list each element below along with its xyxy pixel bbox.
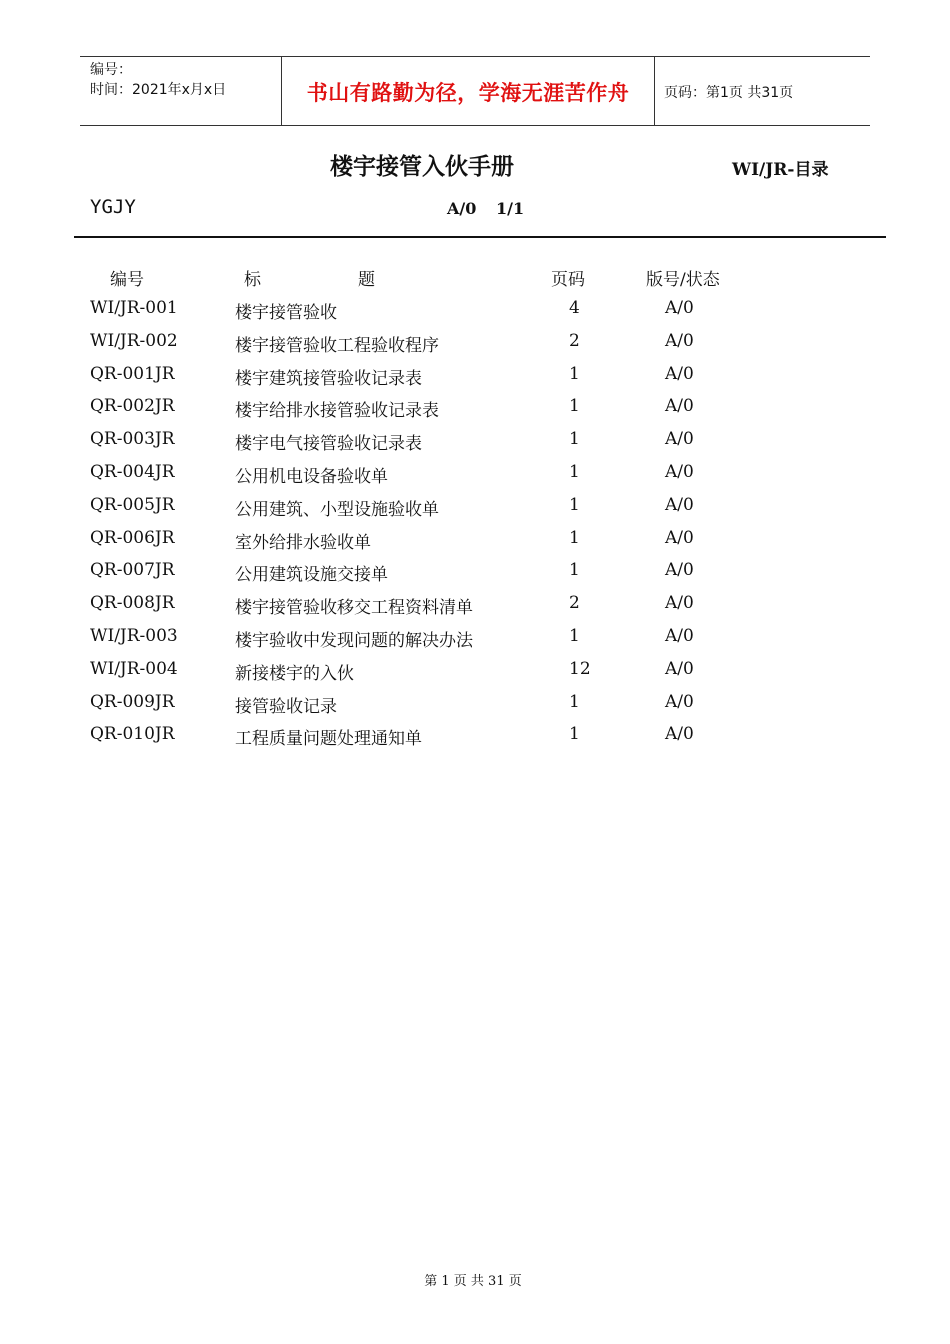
row-number: WI/JR-003 (90, 626, 178, 646)
table-row (0, 560, 950, 590)
row-version: A/0 (665, 462, 694, 482)
row-page: 1 (569, 724, 580, 745)
row-title: 楼宇接管验收工程验收程序 (235, 335, 439, 356)
row-version: A/0 (665, 626, 694, 646)
row-version: A/0 (665, 298, 694, 318)
footer-page-number: 第 1 页 共 31 页 (424, 1274, 522, 1289)
row-page: 1 (569, 626, 580, 646)
page-footer (0, 1270, 950, 1289)
row-number: WI/JR-002 (90, 330, 178, 351)
header-divider (654, 57, 655, 125)
row-page: 1 (569, 560, 580, 581)
row-version: A/0 (665, 691, 694, 712)
column-header-title-b: 题 (358, 270, 375, 290)
table-row (0, 298, 950, 328)
row-title: 公用建筑、小型设施验收单 (235, 499, 439, 520)
row-number: QR-007JR (90, 560, 175, 581)
row-page: 1 (569, 396, 580, 417)
row-page: 4 (569, 298, 580, 318)
row-version: A/0 (665, 724, 694, 745)
table-row (0, 364, 950, 394)
page-title: 楼宇接管入伙手册 (330, 153, 514, 180)
row-page: 12 (569, 658, 591, 679)
column-header-version: 版号/状态 (646, 270, 720, 290)
column-header-title-a: 标 (244, 270, 261, 290)
row-title: 室外给排水验收单 (235, 532, 371, 553)
row-page: 2 (569, 593, 580, 614)
row-title: 楼宇给排水接管验收记录表 (235, 401, 439, 422)
document-code: WI/JR-目录 (732, 160, 829, 180)
row-title: 公用机电设备验收单 (235, 467, 388, 487)
table-row (0, 396, 950, 426)
row-number: QR-003JR (90, 429, 175, 450)
revision-info: A/0 1/1 (447, 199, 525, 218)
row-title: 公用建筑设施交接单 (235, 565, 388, 586)
table-row (0, 626, 950, 656)
row-version: A/0 (665, 560, 694, 581)
row-version: A/0 (665, 494, 694, 515)
row-number: QR-010JR (90, 724, 175, 745)
row-title: 楼宇接管验收 (235, 303, 337, 323)
row-number: QR-006JR (90, 527, 175, 548)
row-version: A/0 (665, 396, 694, 417)
row-title: 接管验收记录 (235, 696, 337, 717)
row-page: 1 (569, 691, 580, 712)
row-version: A/0 (665, 363, 694, 384)
table-row (0, 462, 950, 492)
document-header (80, 56, 870, 126)
row-number: QR-004JR (90, 462, 175, 482)
row-number: QR-001JR (90, 363, 175, 384)
row-version: A/0 (665, 593, 694, 614)
row-number: QR-002JR (90, 396, 175, 417)
date-label: 时间：2021年x月x日 (90, 82, 227, 98)
row-number: WI/JR-001 (90, 298, 178, 318)
row-version: A/0 (665, 658, 694, 679)
number-label: 编号： (90, 62, 132, 78)
table-row (0, 692, 950, 722)
table-header (0, 265, 950, 295)
table-row (0, 593, 950, 623)
table-row (0, 331, 950, 361)
row-title: 楼宇接管验收移交工程资料清单 (235, 598, 473, 619)
row-page: 1 (569, 429, 580, 450)
row-title: 新接楼宇的入伙 (235, 663, 354, 684)
table-row (0, 659, 950, 689)
header-meta (90, 60, 280, 100)
header-page-info: 页码：第1页 共31页 (664, 85, 794, 101)
row-page: 1 (569, 363, 580, 384)
table-row (0, 429, 950, 459)
row-title: 楼宇验收中发现问题的解决办法 (235, 631, 473, 651)
table-row (0, 495, 950, 525)
row-page: 2 (569, 330, 580, 351)
row-page: 1 (569, 462, 580, 482)
row-version: A/0 (665, 429, 694, 450)
row-title: 楼宇建筑接管验收记录表 (235, 368, 422, 389)
row-version: A/0 (665, 330, 694, 351)
column-header-no: 编号 (110, 270, 144, 290)
table-row (0, 724, 950, 754)
row-page: 1 (569, 527, 580, 548)
column-header-page: 页码 (551, 270, 585, 290)
row-title: 工程质量问题处理通知单 (235, 729, 422, 750)
organization-code: YGJY (90, 196, 136, 218)
row-number: QR-008JR (90, 593, 175, 614)
row-number: WI/JR-004 (90, 658, 178, 679)
row-page: 1 (569, 494, 580, 515)
row-version: A/0 (665, 527, 694, 548)
header-motto: 书山有路勤为径，学海无涯苦作舟 (306, 81, 630, 105)
title-divider (74, 236, 886, 238)
row-number: QR-009JR (90, 691, 175, 712)
table-row (0, 528, 950, 558)
row-title: 楼宇电气接管验收记录表 (235, 434, 422, 455)
row-number: QR-005JR (90, 494, 175, 515)
